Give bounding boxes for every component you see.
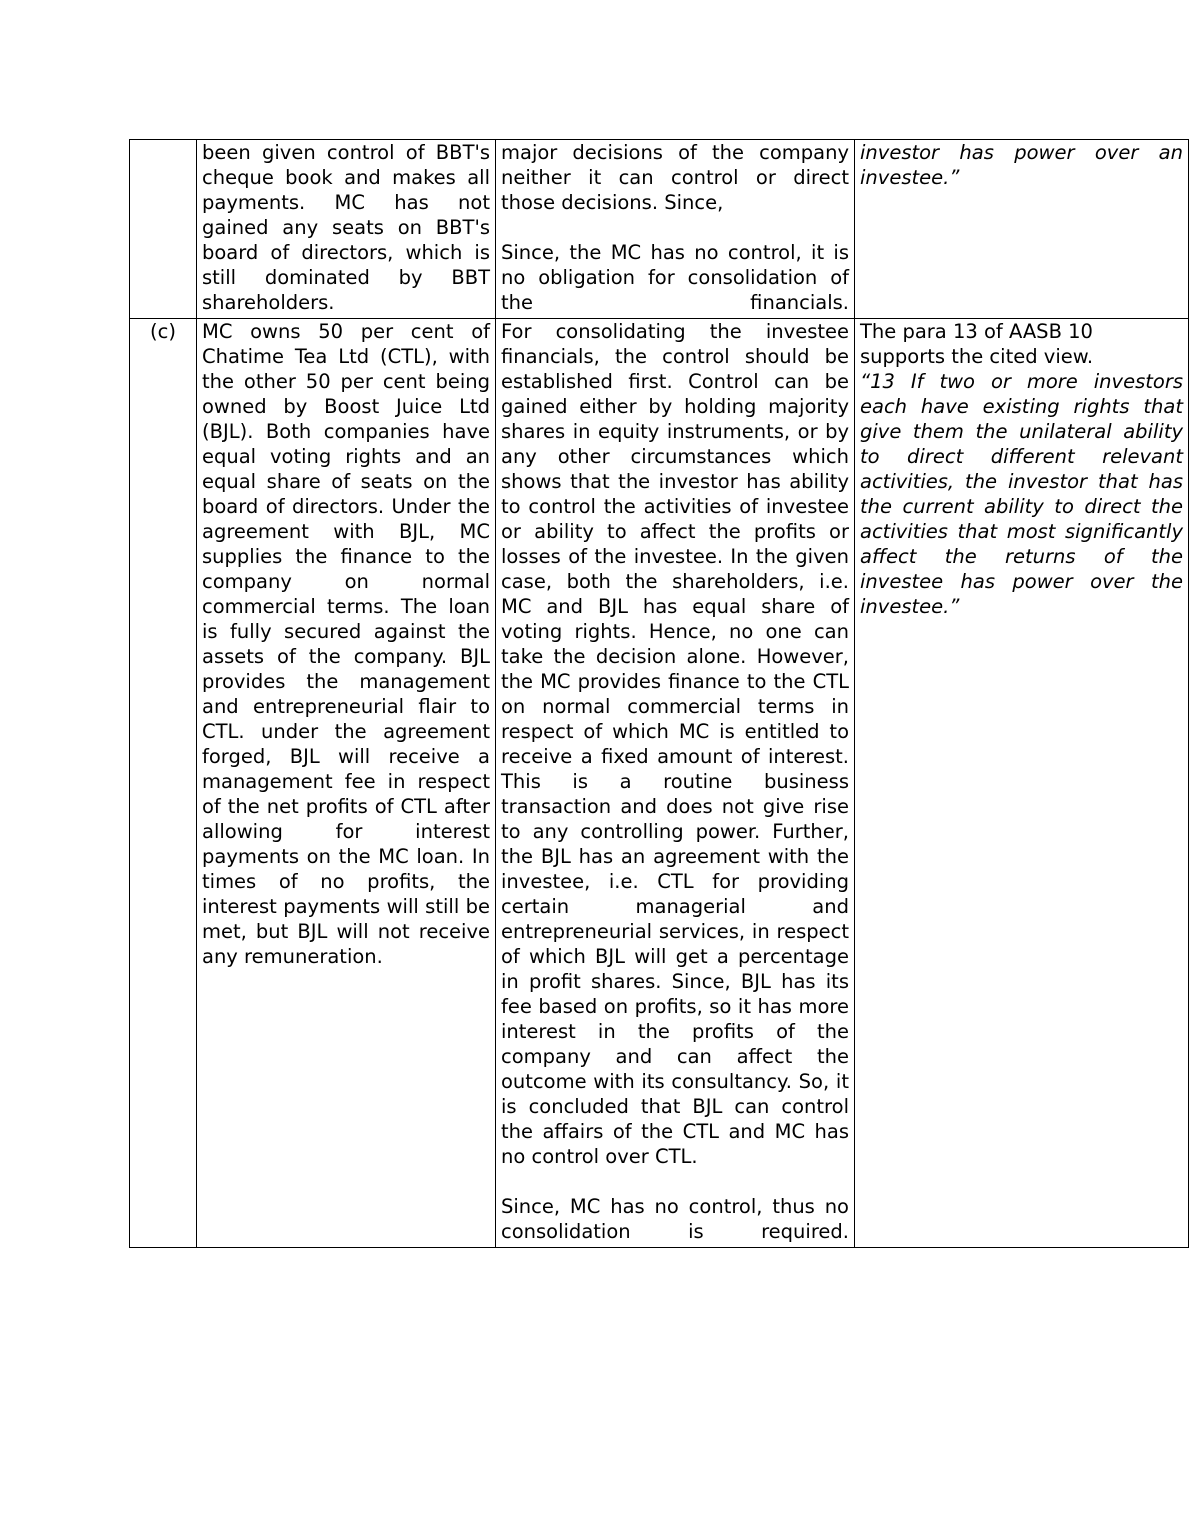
- scenario-cell: [197, 319, 496, 1248]
- analysis-continued-part1: major decisions of the company neither it can control or direct those decisions. Since,: [501, 141, 849, 214]
- table-row: [130, 140, 1189, 319]
- table-row: [130, 319, 1189, 1248]
- analysis-part1: For consolidating the investee financials, the control should be established first. Control can be gained either by holding majority shares in equity instruments, or by any other circumstances which shows that the investor has ability to control the activities of investee or ability to affect the profits or losses of the investee. In the given case, both the shareholders, i.e. MC and BJL has equal share of voting rights. Hence, no one can take the decision alone. However, the MC provides finance to the CTL on normal commercial terms in respect of which MC is entitled to receive a fixed amount of interest. This is a routine business transaction and does not give rise to any controlling power. Further, the BJL has an agreement with the investee, i.e. CTL for providing certain managerial and entrepreneurial services, in respect of which BJL will get a percentage in profit shares. Since, BJL has its fee based on profits, so it has more interest in the profits of the company and can affect the outcome with its consultancy. So, it is concluded that BJL can control the affairs of the CTL and MC has no control over CTL.: [501, 320, 849, 1168]
- analysis-part2: Since, MC has no control, thus no consolidation is required.: [501, 1195, 849, 1243]
- scenario-continued-text: been given control of BBT's cheque book and makes all payments. MC has not gained any seats on BBT's board of directors, which is still dominated by BBT shareholders.: [202, 141, 490, 314]
- scenario-cell-continued: [197, 140, 496, 319]
- paragraph-spacer: [501, 1169, 849, 1194]
- analysis-continued-part2: Since, the MC has no control, it is no obligation for consolidation of the financials.: [501, 241, 849, 314]
- analysis-cell-continued: [496, 140, 855, 319]
- scenario-text: MC owns 50 per cent of Chatime Tea Ltd (CTL), with the other 50 per cent being owned by Boost Juice Ltd (BJL). Both companies have equal voting rights and an equal share of seats on the board of directors. Under the agreement with BJL, MC supplies the finance to the company on normal commercial terms. The loan is fully secured against the assets of the company. BJL provides the management and entrepreneurial flair to CTL. under the agreement forged, BJL will receive a management fee in respect of the net profits of CTL after allowing for interest payments on the MC loan. In times of no profits, the interest payments will still be met, but BJL will not receive any remuneration.: [202, 320, 490, 968]
- reference-continued-text: investor has power over an investee.”: [860, 141, 1183, 189]
- reference-intro-text: The para 13 of AASB 10 supports the cited view.: [860, 320, 1094, 368]
- row-label-cell-c: (c): [130, 319, 197, 1248]
- analysis-cell: [496, 319, 855, 1248]
- comparison-table: [129, 139, 1189, 1248]
- reference-cell-continued: [855, 140, 1189, 319]
- reference-cell: [855, 319, 1189, 1248]
- row-label-cell: [130, 140, 197, 319]
- reference-quote-text: “13 If two or more investors each have existing rights that give them the unilateral ability to direct different relevant activities, the investor that has the current ability to direct the activities that most significantly affect the returns of the investee has power over the investee.”: [860, 370, 1183, 618]
- paragraph-spacer: [501, 215, 849, 240]
